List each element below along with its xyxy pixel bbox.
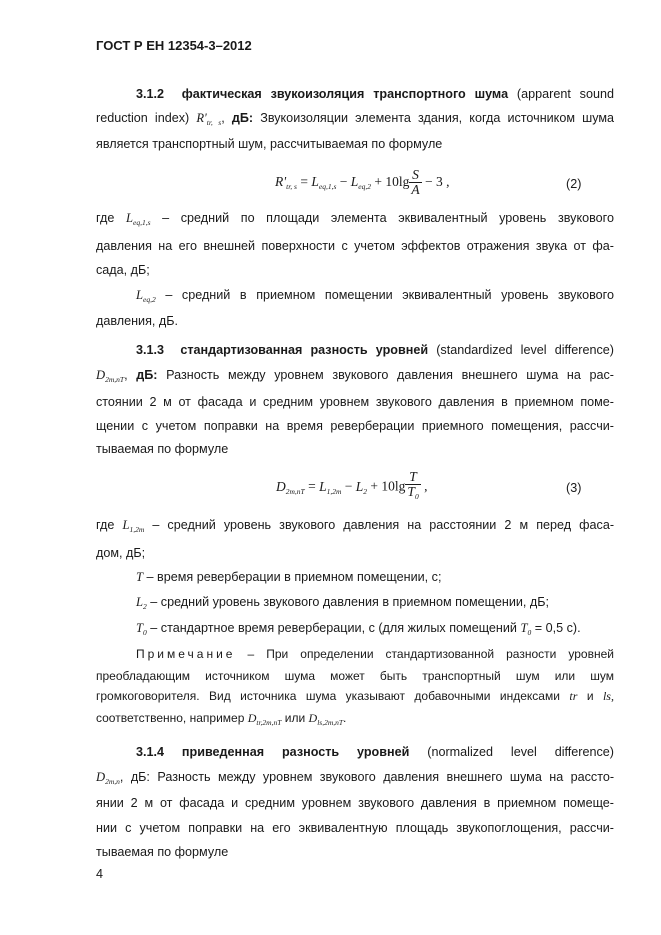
unit-label: дБ: — [136, 368, 158, 382]
leq2-description: – средний в приемном помещении эквивалентный уровень звукового — [165, 288, 614, 302]
section-3-1-4-def-line4: тываемая по формуле — [96, 845, 229, 859]
note-or: или — [284, 711, 306, 725]
term-english: (normalized level difference) — [427, 745, 614, 759]
index-tr: tr — [569, 689, 578, 703]
note-line1 — [136, 646, 614, 662]
section-3-1-4-def-line2: янии 2 м от фасада и средним уровнем звукового давления в приемном помеще- — [96, 796, 614, 810]
term-title: приведенная разность уровней — [181, 745, 410, 759]
equation-2: $R'_{tr, s} = L_{eq,1,s} - L_{eq,2} + 10\lg$ $\frac{S}{A}$ − 3 , — [275, 167, 450, 197]
note-text: – При определении стандартизованной разности уровней — [247, 647, 614, 661]
where-t-line — [136, 569, 441, 585]
where-l12m-line2: дом, дБ; — [96, 546, 146, 560]
term-english: (standardized level difference) — [436, 343, 615, 357]
term-english-cont: reduction index) — [96, 111, 190, 125]
page-number: 4 — [96, 867, 104, 881]
note-text: громкоговорителя. Вид источника шума указывают добавочными индексами — [96, 689, 560, 703]
equation-3-number: (3) — [566, 481, 582, 495]
symbol-L12m: $L_{1,2m}$ — [122, 518, 145, 534]
section-3-1-2-heading — [136, 86, 614, 102]
section-number: 3.1.3 — [136, 343, 165, 357]
section-number: 3.1.4 — [136, 745, 165, 759]
note-and: и — [586, 689, 594, 703]
unit-label: дБ: — [231, 111, 254, 125]
symbol-D2mnT: $D_{2m,nT}$ — [96, 368, 125, 384]
section-3-1-3-def-line3: щении с учетом поправки на время реверберации приемного помещения, рассчи- — [96, 419, 614, 433]
equation-2-number: (2) — [566, 177, 582, 191]
section-number: 3.1.2 — [136, 87, 165, 101]
where-leq1s-line2: давления на его внешней поверхности с учетом эффектов отражения звука от фа- — [96, 239, 614, 253]
note-line2: преобладающим источником шума может быть транспортный шум или шум — [96, 669, 614, 683]
term-title: стандартизованная разность уровней — [180, 343, 429, 357]
where-label: где — [96, 211, 115, 225]
symbol-Dls2mnT: $D_{ls,2m,nT}$ — [308, 711, 344, 727]
section-3-1-3-def-line4: тываемая по формуле — [96, 442, 229, 456]
symbol-L2: $L_2$ — [136, 595, 147, 611]
section-3-1-2-def-line2: является транспортный шум, рассчитываемая по формуле — [96, 137, 443, 151]
t-description: – время реверберации в приемном помещении, с; — [146, 570, 442, 584]
where-leq2-line2: давления, дБ. — [96, 314, 179, 328]
definition-text: Разность между уровнем звукового давления внешнего шума на рас- — [166, 368, 614, 382]
unit-label: дБ: — [130, 770, 150, 784]
l2-description: – средний уровень звукового давления в приемном помещении, дБ; — [150, 595, 549, 609]
l12m-description: – средний уровень звукового давления на расстоянии 2 м перед фаса- — [152, 518, 615, 532]
symbol-T: T — [136, 570, 144, 584]
section-3-1-4-def-line3: нии с учетом поправки на его эквивалентную площадь звукопоглощения, рассчи- — [96, 821, 614, 835]
section-3-1-4-def-line1: $D_{2m,n}$, дБ: Разность между уровнем звукового давления внешнего шума на рассто- — [96, 770, 615, 786]
section-3-1-4-heading — [136, 744, 614, 760]
note-line4: соответственно, например $D_{tr,2m,nT}$ или $D_{ls,2m,nT}$. — [96, 711, 347, 727]
leq1s-description: – средний по площади элемента эквивалентный уровень звукового — [162, 211, 614, 225]
section-3-1-3-heading — [136, 342, 614, 358]
note-line3 — [96, 688, 614, 704]
note-label: Примечание — [136, 647, 236, 661]
where-leq1s-line1 — [96, 210, 614, 231]
where-t0-line — [136, 620, 581, 641]
symbol-Leq2: $L_{eq,2}$ — [136, 288, 156, 304]
t0-description: – стандартное время реверберации, с (для жилых помещений — [150, 621, 517, 635]
t0-value: = 0,5 с). — [534, 621, 581, 635]
symbol-D2mn: $D_{2m,n}$ — [96, 770, 120, 786]
where-l12m-line1 — [96, 517, 614, 538]
term-title: фактическая звукоизоляция транспортного шума — [181, 87, 509, 101]
section-3-1-2-def-line1: reduction index) $R'_{tr, s}$, дБ: Звукоизоляции элемента здания, когда источником шума — [96, 111, 615, 127]
document-header: ГОСТ Р ЕН 12354-3–2012 — [96, 38, 252, 53]
symbol-Dtr2mnT: $D_{tr,2m,nT}$ — [247, 711, 282, 727]
where-leq1s-line3: сада, дБ; — [96, 263, 150, 277]
section-3-1-3-def-line2: стоянии 2 м от фасада и средним уровнем звукового давления в приемном поме- — [96, 395, 614, 409]
index-ls: ls, — [602, 689, 614, 703]
symbol-T0-inline: $T_0$ — [520, 621, 532, 637]
term-english: (apparent sound — [516, 87, 614, 101]
symbol-T0: $T_0$ — [136, 621, 147, 637]
where-l2-line — [136, 594, 549, 615]
where-leq2-line1 — [136, 287, 614, 308]
section-3-1-3-def-line1: $D_{2m,nT}$, дБ: Разность между уровнем звукового давления внешнего шума на рас- — [96, 368, 614, 384]
symbol-R-tr-s: $R'_{tr, s}$ — [196, 111, 222, 127]
equation-3: $D_{2m,nT} = L_{1,2m} - L_2 + 10\lg$ $\frac{T}{T_0}$ , — [276, 469, 428, 501]
definition-text: Разность между уровнем звукового давления внешнего шума на рассто- — [157, 770, 615, 784]
symbol-Leq1s: $L_{eq,1,s}$ — [126, 211, 151, 227]
note-text: соответственно, например — [96, 711, 245, 725]
definition-text: Звукоизоляции элемента здания, когда источником шума — [260, 111, 615, 125]
where-label: где — [96, 518, 115, 532]
